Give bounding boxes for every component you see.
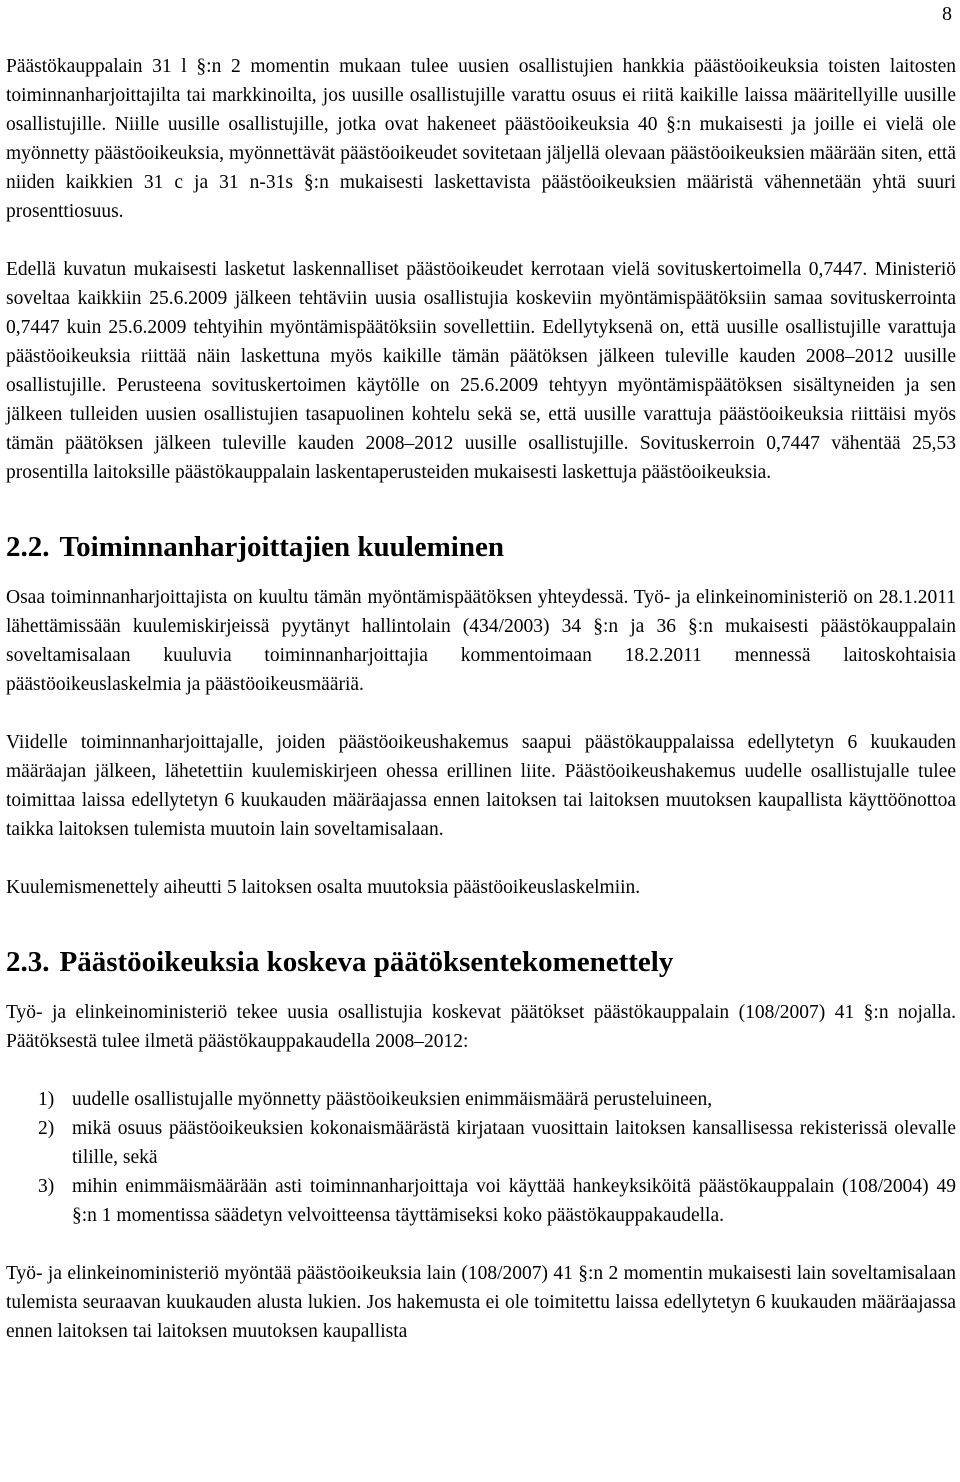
page-number: 8	[942, 3, 952, 25]
paragraph-decision-intro: Työ- ja elinkeinoministeriö tekee uusia osallistujia koskevat päätökset päästökauppalain (108/2007) 41 §:n nojalla. Päätöksestä tulee ilmetä päästökauppakaudella 2008–2012:	[6, 1002, 956, 1052]
section-number: 2.3.	[6, 946, 50, 978]
paragraph-hearing-3: Kuulemismenettely aiheutti 5 laitoksen osalta muutoksia päästöoikeuslaskelmiin.	[6, 877, 641, 898]
section-number: 2.2.	[6, 531, 50, 563]
list-item-text: mikä osuus päästöoikeuksien kokonaismäärästä kirjataan vuosittain laitoksen kansallisessa rekisterissä olevalle tilille, sekä	[72, 1118, 956, 1168]
list-item-text: mihin enimmäismäärään asti toiminnanharjoittaja voi käyttää hankeyksiköitä päästökauppalain (108/2004) 49 §:n 1 momentissa säädetyn velvoitteensa täyttämiseksi koko päästökauppakaudella.	[72, 1176, 956, 1226]
section-heading-hearing	[6, 529, 956, 565]
list-item	[6, 1085, 956, 1114]
paragraph-adjustment-coefficient: Edellä kuvatun mukaisesti lasketut laskennalliset päästöoikeudet kerrotaan vielä sovituskertoimella 0,7447. Ministeriö soveltaa kaikkiin 25.6.2009 jälkeen tehtäviin uusia osallistujia koskeviin myöntämispäätöksiin samaa sovituskerrointa 0,7447 kuin 25.6.2009 tehtyihin myöntämispäätöksiin sovellettiin. Edellytyksenä on, että uusille osallistujille varattuja päästöoikeuksia riittää näin laskettuna myös kaikille tämän päätöksen jälkeen tuleville kauden 2008–2012 uusille osallistujille. Perusteena sovituskertoimen käytölle on 25.6.2009 tehtyyn myöntämispäätöksen sisältyneiden ja sen jälkeen tulleiden uusien osallistujien tasapuolinen kohtelu sekä se, että uusille varattuja päästöoikeuksia riittäisi myös tämän päätöksen jälkeen tuleville kauden 2008–2012 uusille osallistujille. Sovituskerroin 0,7447 vähentää 25,53 prosentilla laitoksille päästökauppalain laskentaperusteiden mukaisesti laskettuja päästöoikeuksia.	[6, 259, 956, 483]
section-title: Toiminnanharjoittajien kuuleminen	[59, 531, 504, 563]
paragraph-hearing-1: Osaa toiminnanharjoittajista on kuultu tämän myöntämispäätöksen yhteydessä. Työ- ja elinkeinoministeriö on 28.1.2011 lähettämissään kuulemiskirjeissä pyytänyt hallintolain (434/2003) 34 §:n ja 36 §:n mukaisesti päästökauppalain soveltamisalaan kuuluvia toiminnanharjoittajia kommentoimaan 18.2.2011 mennessä laitoskohtaisia päästöoikeuslaskelmia ja päästöoikeusmääriä.	[6, 587, 956, 695]
list-item	[6, 1172, 956, 1230]
paragraph-new-entrants-allocation: Päästökauppalain 31 l §:n 2 momentin mukaan tulee uusien osallistujien hankkia päästöoikeuksia toisten laitosten toiminnanharjoittajilta tai markkinoilta, jos uusille osallistujille varattu osuus ei riitä kaikille laissa määritellyille uusille osallistujille. Niille uusille osallistujille, jotka ovat hakeneet päästöoikeuksia 40 §:n mukaisesti ja joille ei vielä ole myönnetty päästöoikeuksia, myönnettävät päästöoikeudet sovitetaan jäljellä olevaan päästöoikeuksien määrään siten, että niiden kaikkien 31 c ja 31 n-31s §:n mukaisesti laskettavista päästöoikeuksien määristä vähennetään yhtä suuri prosenttiosuus.	[6, 56, 956, 222]
decision-contents-list	[6, 1085, 956, 1230]
list-marker: 3)	[38, 1176, 55, 1197]
document-body	[6, 52, 956, 1346]
list-marker: 1)	[38, 1089, 55, 1110]
list-marker: 2)	[38, 1118, 55, 1139]
section-title: Päästöoikeuksia koskeva päätöksentekomenettely	[59, 946, 674, 978]
paragraph-hearing-2: Viidelle toiminnanharjoittajalle, joiden päästöoikeushakemus saapui päästökauppalaissa edellytetyn 6 kuukauden määräajan jälkeen, lähetettiin kuulemiskirjeen ohessa erillinen liite. Päästöoikeushakemus uudelle osallistujalle tulee toimittaa laissa edellytetyn 6 kuukauden määräajassa ennen laitoksen tai laitoksen muutoksen kaupallista käyttöönottoa taikka laitoksen tulemista muutoin lain soveltamisalaan.	[6, 732, 956, 840]
list-item	[6, 1114, 956, 1172]
paragraph-decision-closing: Työ- ja elinkeinoministeriö myöntää päästöoikeuksia lain (108/2007) 41 §:n 2 momentin mukaisesti lain soveltamisalaan tulemista seuraavan kuukauden alusta lukien. Jos hakemusta ei ole toimitettu laissa edellytetyn 6 kuukauden määräajassa ennen laitoksen tai laitoksen muutoksen kaupallista	[6, 1263, 956, 1342]
section-heading-decision-procedure	[6, 944, 956, 980]
list-item-text: uudelle osallistujalle myönnetty päästöoikeuksien enimmäismäärä perusteluineen,	[72, 1089, 713, 1110]
